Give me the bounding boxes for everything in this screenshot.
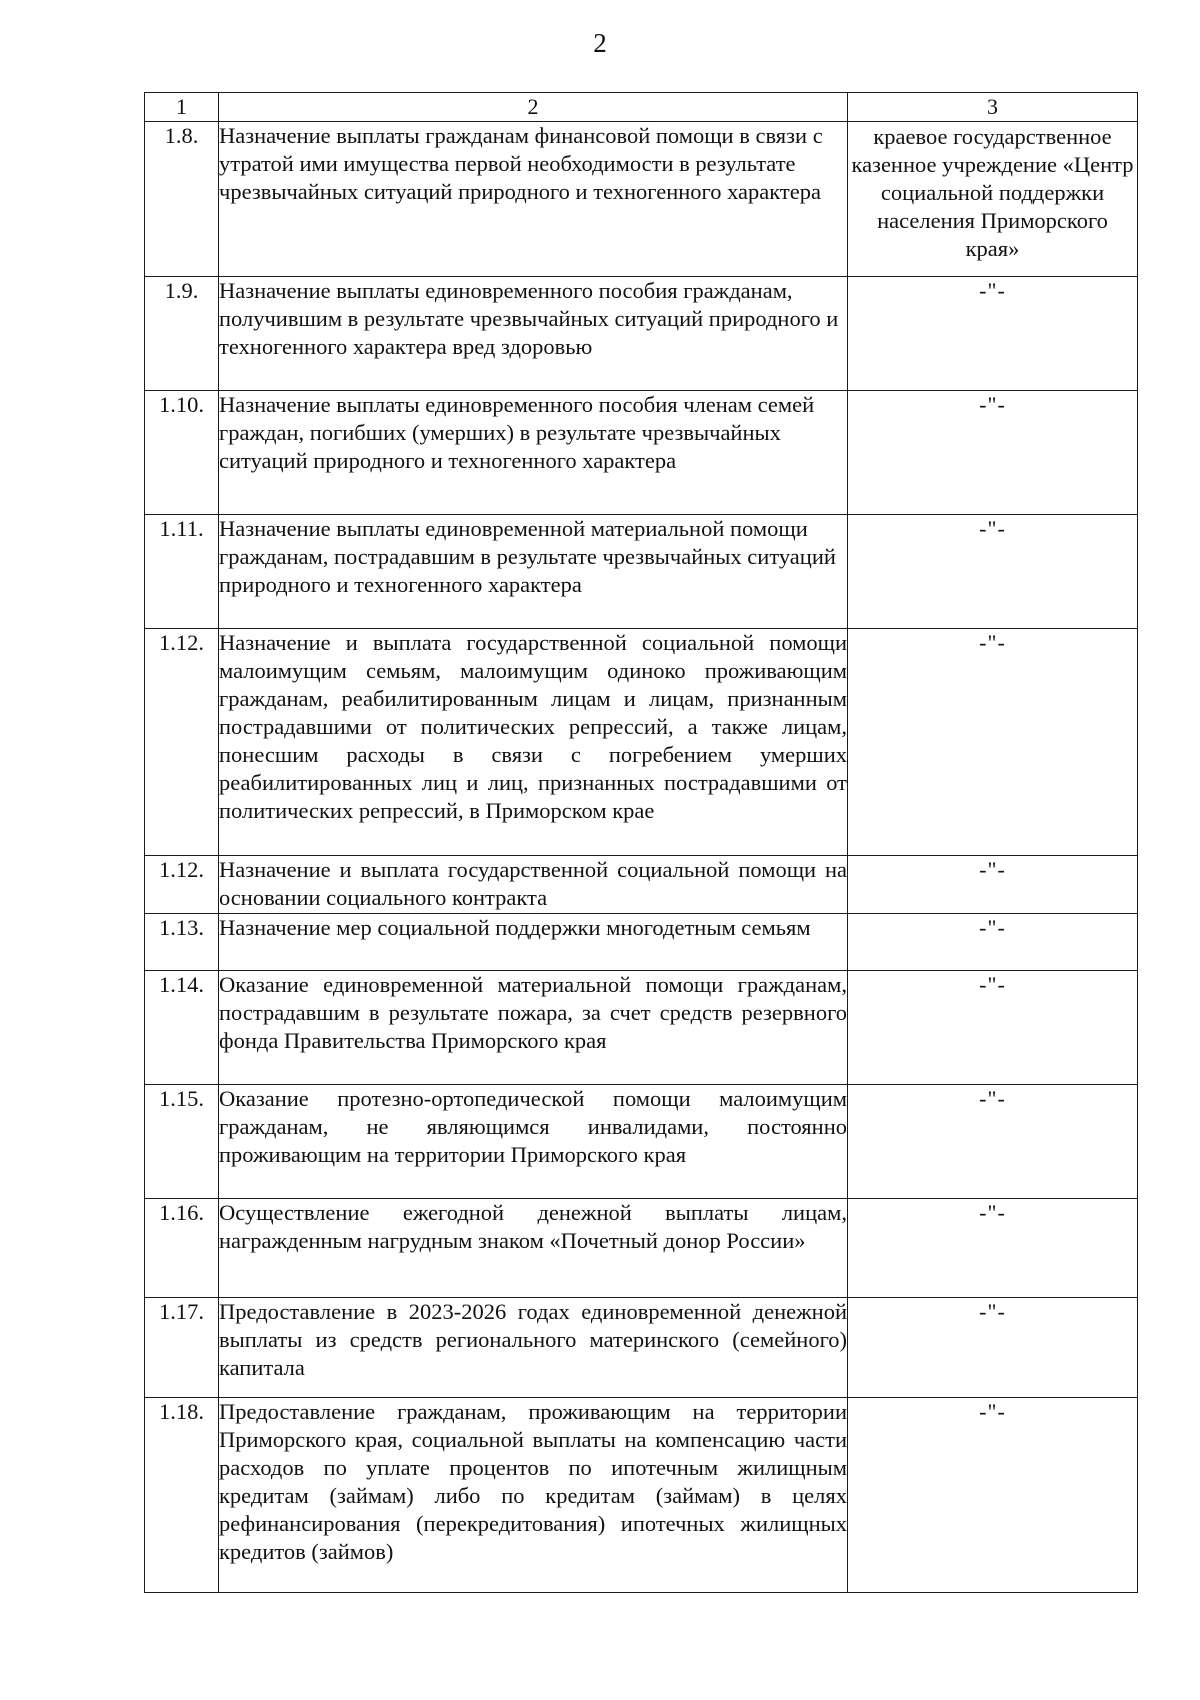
service-text: Осуществление ежегодной денежной выплаты лицам, награжденным нагрудным знаком «Почетный донор России»	[219, 1199, 848, 1298]
table-row	[145, 629, 1138, 856]
row-number: 1.9.	[145, 277, 219, 391]
row-number: 1.15.	[145, 1085, 219, 1199]
ditto-mark: -"-	[979, 1086, 1006, 1111]
table-row	[145, 1199, 1138, 1298]
ditto-mark: -"-	[979, 1200, 1006, 1225]
service-text: Назначение выплаты единовременной материальной помощи гражданам, пострадавшим в результате чрезвычайных ситуаций природного и техногенного характера	[219, 515, 848, 629]
service-text: Назначение выплаты единовременного пособия членам семей граждан, погибших (умерших) в результате чрезвычайных ситуаций природного и техногенного характера	[219, 391, 848, 515]
table-row	[145, 391, 1138, 515]
service-text: Назначение и выплата государственной социальной помощи малоимущим семьям, малоимущим одиноко проживающим гражданам, реабилитированным лицам и лицам, признанным пострадавшими от политических репрессий, а также лицам, понесшим расходы в связи с погребением умерших реабилитированных лиц и лиц, признанных пострадавшими от политических репрессий, в Приморском крае	[219, 629, 848, 856]
table-row	[145, 277, 1138, 391]
ditto-mark: -"-	[979, 630, 1006, 655]
ditto-mark: -"-	[979, 392, 1006, 417]
ditto-mark: -"-	[979, 972, 1006, 997]
page-number: 2	[593, 28, 607, 58]
row-number: 1.12.	[145, 856, 219, 914]
responsible-org	[848, 1298, 1138, 1398]
table-row	[145, 971, 1138, 1085]
row-number: 1.14.	[145, 971, 219, 1085]
ditto-mark: -"-	[979, 1299, 1006, 1324]
service-text: Оказание единовременной материальной помощи гражданам, пострадавшим в результате пожара, за счет средств резервного фонда Правительства Приморского края	[219, 971, 848, 1085]
ditto-mark: -"-	[979, 915, 1006, 940]
responsible-org	[848, 1398, 1138, 1593]
column-header-3: 3	[848, 93, 1138, 122]
services-table	[144, 92, 1138, 1593]
table-row	[145, 1398, 1138, 1593]
service-text: Назначение и выплата государственной социальной помощи на основании социального контракта	[219, 856, 848, 914]
ditto-mark: -"-	[979, 1399, 1006, 1424]
table-row	[145, 856, 1138, 914]
table-row	[145, 122, 1138, 277]
row-number: 1.17.	[145, 1298, 219, 1398]
responsible-org	[848, 629, 1138, 856]
service-text: Предоставление гражданам, проживающим на территории Приморского края, социальной выплаты на компенсацию части расходов по уплате процентов по ипотечным жилищным кредитам (займам) либо по кредитам (займам) в целях рефинансирования (перекредитования) ипотечных жилищных кредитов (займов)	[219, 1398, 848, 1593]
service-text: Оказание протезно-ортопедической помощи малоимущим гражданам, не являющимся инвалидами, постоянно проживающим на территории Приморского края	[219, 1085, 848, 1199]
responsible-org	[848, 391, 1138, 515]
service-text: Назначение мер социальной поддержки многодетным семьям	[219, 914, 848, 971]
table-row	[145, 515, 1138, 629]
responsible-org	[848, 971, 1138, 1085]
table-header-row	[145, 93, 1138, 122]
ditto-mark: -"-	[979, 278, 1006, 303]
responsible-org	[848, 856, 1138, 914]
responsible-org	[848, 277, 1138, 391]
service-text: Назначение выплаты гражданам финансовой помощи в связи с утратой ими имущества первой необходимости в результате чрезвычайных ситуаций природного и техногенного характера	[219, 122, 848, 277]
ditto-mark: -"-	[979, 857, 1006, 882]
responsible-org	[848, 1085, 1138, 1199]
service-text: Предоставление в 2023-2026 годах единовременной денежной выплаты из средств регионального материнского (семейного) капитала	[219, 1298, 848, 1398]
row-number: 1.10.	[145, 391, 219, 515]
row-number: 1.16.	[145, 1199, 219, 1298]
responsible-org	[848, 515, 1138, 629]
service-text: Назначение выплаты единовременного пособия гражданам, получившим в результате чрезвычайных ситуаций природного и техногенного характера вред здоровью	[219, 277, 848, 391]
column-header-1: 1	[145, 93, 219, 122]
row-number: 1.18.	[145, 1398, 219, 1593]
ditto-mark: -"-	[979, 516, 1006, 541]
table-row	[145, 1298, 1138, 1398]
responsible-org	[848, 1199, 1138, 1298]
table-row	[145, 1085, 1138, 1199]
responsible-org	[848, 914, 1138, 971]
row-number: 1.8.	[145, 122, 219, 277]
row-number: 1.11.	[145, 515, 219, 629]
column-header-2: 2	[219, 93, 848, 122]
row-number: 1.13.	[145, 914, 219, 971]
responsible-org: краевое государственное казенное учреждение «Центр социальной поддержки населения Приморского края»	[848, 122, 1138, 277]
table-row	[145, 914, 1138, 971]
row-number: 1.12.	[145, 629, 219, 856]
